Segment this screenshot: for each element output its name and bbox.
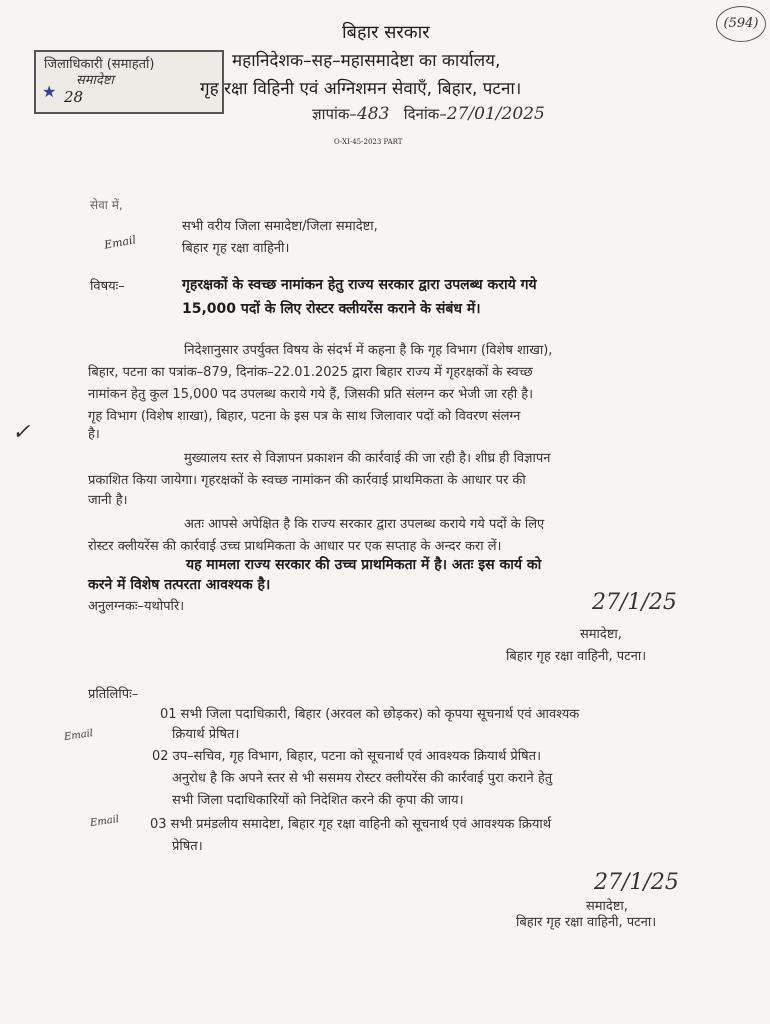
p4-line2: करने में विशेष तत्परता आवश्यक है। bbox=[88, 577, 271, 593]
to-line2: बिहार गृह रक्षा वाहिनी। bbox=[182, 241, 290, 256]
signature2-scribble: 27/1/25 bbox=[594, 870, 679, 895]
signature1-scribble: 27/1/25 bbox=[592, 590, 677, 615]
p3-line2: रोस्टर क्लीयरेंस की कार्रवाई उच्च प्राथमिकता के आधार पर एक सप्ताह के अन्दर करा लें। bbox=[88, 539, 502, 554]
subject-line2: 15,000 पदों के लिए रोस्टर क्लीयरेंस कराने के संबंध में। bbox=[182, 301, 481, 317]
header-govt: बिहार सरकार bbox=[342, 22, 430, 43]
p2-line2: प्रकाशित किया जायेगा। गृहरक्षकों के स्वच्छ नामांकन की कार्रवाई प्राथमिकता के आधार पर की bbox=[88, 473, 526, 488]
subject-label: विषयः– bbox=[90, 279, 125, 294]
copy-label: प्रतिलिपिः– bbox=[88, 687, 139, 702]
p1-line1: निदेशानुसार उपर्युक्त विषय के संदर्भ में कहना है कि गृह विभाग (विशेष शाखा), bbox=[184, 343, 553, 358]
header-office: महानिदेशक–सह–महासमादेष्टा का कार्यालय, bbox=[232, 51, 501, 71]
stamp-line2: समादेष्टा bbox=[76, 73, 114, 88]
copy-item2-line1: 02 उप–सचिव, गृह विभाग, बिहार, पटना को सूचनार्थ एवं आवश्यक क्रियार्थ प्रेषित। bbox=[152, 749, 542, 764]
signature2-title: समादेष्टा, bbox=[586, 899, 628, 914]
copy-item3-line1: 03 सभी प्रमंडलीय समादेष्टा, बिहार गृह रक्षा वाहिनी को सूचनार्थ एवं आवश्यक क्रियार्थ bbox=[150, 817, 552, 832]
p2-line3: जानी है। bbox=[88, 493, 128, 508]
to-email-note: Email bbox=[103, 233, 137, 252]
ref-label: ज्ञापांक– bbox=[312, 105, 357, 123]
enclosure: अनुलग्नकः–यथोपरि। bbox=[88, 599, 185, 614]
receipt-stamp bbox=[34, 50, 224, 114]
copy-item2-line3: सभी जिला पदाधिकारियों को निदेशित करने की कृपा की जाय। bbox=[172, 793, 464, 808]
ref-number: 483 bbox=[356, 104, 390, 124]
copy-email-note2: Email bbox=[89, 814, 120, 829]
star-icon: ★ bbox=[42, 82, 57, 101]
copy-item1-line1: 01 सभी जिला पदाधिकारी, बिहार (अरवल को छोड़कर) को कृपया सूचनार्थ एवं आवश्यक bbox=[160, 707, 580, 722]
p1-line4: गृह विभाग (विशेष शाखा), बिहार, पटना के इस पत्र के साथ जिलावार पदों को विवरण संलग्न bbox=[88, 409, 521, 424]
date-label: दिनांक– bbox=[403, 105, 447, 123]
copy-email-note1: Email bbox=[63, 728, 94, 743]
p3-line1: अतः आपसे अपेक्षित है कि राज्य सरकार द्वारा उपलब्ध कराये गये पदों के लिए bbox=[184, 517, 545, 532]
stamp-line3: 28 bbox=[64, 88, 84, 106]
margin-tick-mark: ✓ bbox=[12, 420, 31, 445]
copy-item2-line2: अनुरोध है कि अपने स्तर से भी ससमय रोस्टर क्लीयरेंस की कार्रवाई पुरा कराने हेतु bbox=[172, 771, 553, 786]
to-line1: सभी वरीय जिला समादेष्टा/जिला समादेष्टा, bbox=[182, 219, 378, 234]
header-dept: गृह रक्षा विहिनी एवं अग्निशमन सेवाएँ, बिहार, पटना। bbox=[200, 79, 522, 99]
signature1-org: बिहार गृह रक्षा वाहिनी, पटना। bbox=[506, 649, 647, 664]
p2-line1: मुख्यालय स्तर से विज्ञापन प्रकाशन की कार्रवाई की जा रही है। शीघ्र ही विज्ञापन bbox=[184, 451, 551, 466]
header-ref bbox=[312, 104, 545, 124]
file-number: O-XI-45-2023 PART bbox=[334, 138, 403, 146]
signature1-title: समादेष्टा, bbox=[580, 627, 622, 642]
subject-line1: गृहरक्षकों के स्वच्छ नामांकन हेतु राज्य सरकार द्वारा उपलब्ध कराये गये bbox=[182, 277, 537, 293]
copy-item3-line2: प्रेषित। bbox=[172, 839, 203, 854]
copy-item1-line2: क्रियार्थ प्रेषित। bbox=[172, 727, 240, 742]
page-number-text: (594) bbox=[723, 16, 759, 31]
p1-line5: है। bbox=[88, 427, 100, 442]
stamp-line1: जिलाधिकारी (समाहर्ता) bbox=[44, 57, 155, 72]
p1-line2: बिहार, पटना का पत्रांक–879, दिनांक–22.01.2025 द्वारा बिहार राज्य में गृहरक्षकों के स्वच्छ bbox=[88, 365, 533, 380]
page-number-circle bbox=[716, 6, 766, 42]
signature2-org: बिहार गृह रक्षा वाहिनी, पटना। bbox=[516, 915, 657, 930]
to-label: सेवा में, bbox=[90, 198, 123, 212]
p4-line1: यह मामला राज्य सरकार की उच्च प्राथमिकता में है। अतः इस कार्य को bbox=[186, 557, 542, 573]
ref-date: 27/01/2025 bbox=[446, 104, 545, 124]
p1-line3: नामांकन हेतु कुल 15,000 पद उपलब्ध कराये गये हैं, जिसकी प्रति संलग्न कर भेजी जा रही है। bbox=[88, 387, 534, 402]
